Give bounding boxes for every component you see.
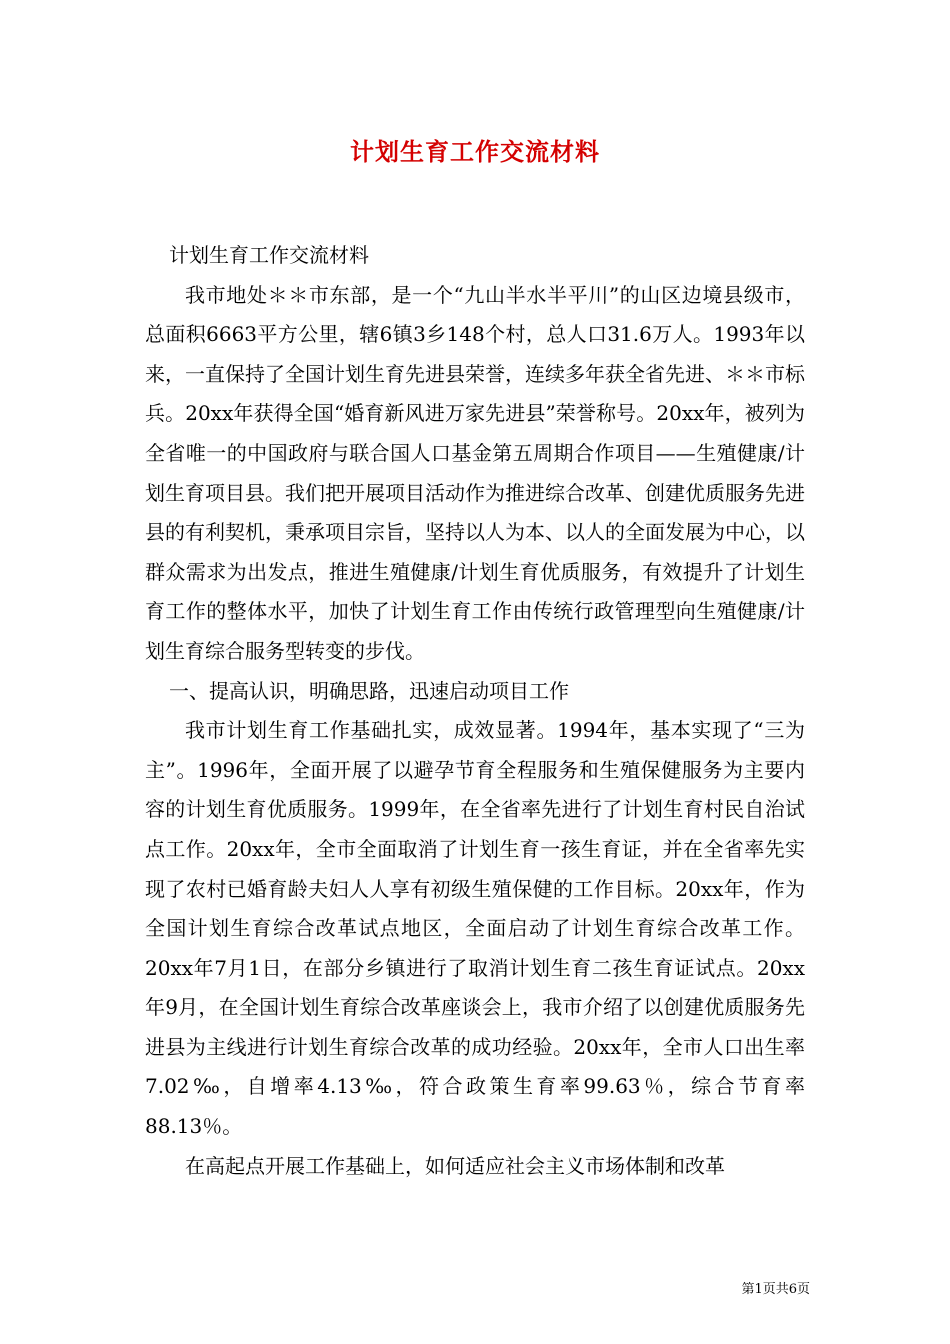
paragraph-continuation: 在高起点开展工作基础上，如何适应社会主义市场体制和改革 bbox=[185, 1153, 725, 1178]
paragraph-heading: 计划生育工作交流材料 bbox=[169, 243, 369, 267]
section-heading: 一、提高认识，明确思路，迅速启动项目工作 bbox=[169, 678, 569, 703]
paragraph-intro: 我市地处＊＊市东部，是一个“九山半水半平川”的山区边境县级市，总面积6663平方公里，辖6镇3乡148个村，总人口31.6万人。1993年以来，一直保持了全国计划生育先进县荣誉，连续多年获全省先进、＊＊市标兵。20xx年获得全国“婚育新风进万家先进县”荣誉称号。20xx年，被列为全省唯一的中国政府与联合国人口基金第五周期合作项目——生殖健康/计划生育项目县。我们把开展项目活动作为推进综合改革、创建优质服务先进县的有利契机，秉承项目宗旨，坚持以人为本、以人的全面发展为中心，以群众需求为出发点，推进生殖健康/计划生育优质服务，有效提升了计划生育工作的整体水平，加快了计划生育工作由传统行政管理型向生殖健康/计划生育综合服务型转变的步伐。 bbox=[145, 282, 805, 663]
document-title: 计划生育工作交流材料 bbox=[350, 137, 600, 166]
paragraph-section-1: 我市计划生育工作基础扎实，成效显著。1994年，基本实现了“三为主”。1996年，全面开展了以避孕节育全程服务和生殖保健服务为主要内容的计划生育优质服务。1999年，在全省率先进行了计划生育村民自治试点工作。20xx年，全市全面取消了计划生育一孩生育证，并在全省率先实现了农村已婚育龄夫妇人人享有初级生殖保健的工作目标。20xx年，作为全国计划生育综合改革试点地区，全面启动了计划生育综合改革工作。20xx年7月1日，在部分乡镇进行了取消计划生育二孩生育证试点。20xx年9月，在全国计划生育综合改革座谈会上，我市介绍了以创建优质服务先进县为主线进行计划生育综合改革的成功经验。20xx年，全市人口出生率7.02‰，自增率4.13‰，符合政策生育率99.63％，综合节育率88.13％。 bbox=[145, 718, 805, 1139]
document-body bbox=[145, 236, 805, 1186]
page-number: 第1页共6页 bbox=[741, 1282, 810, 1297]
